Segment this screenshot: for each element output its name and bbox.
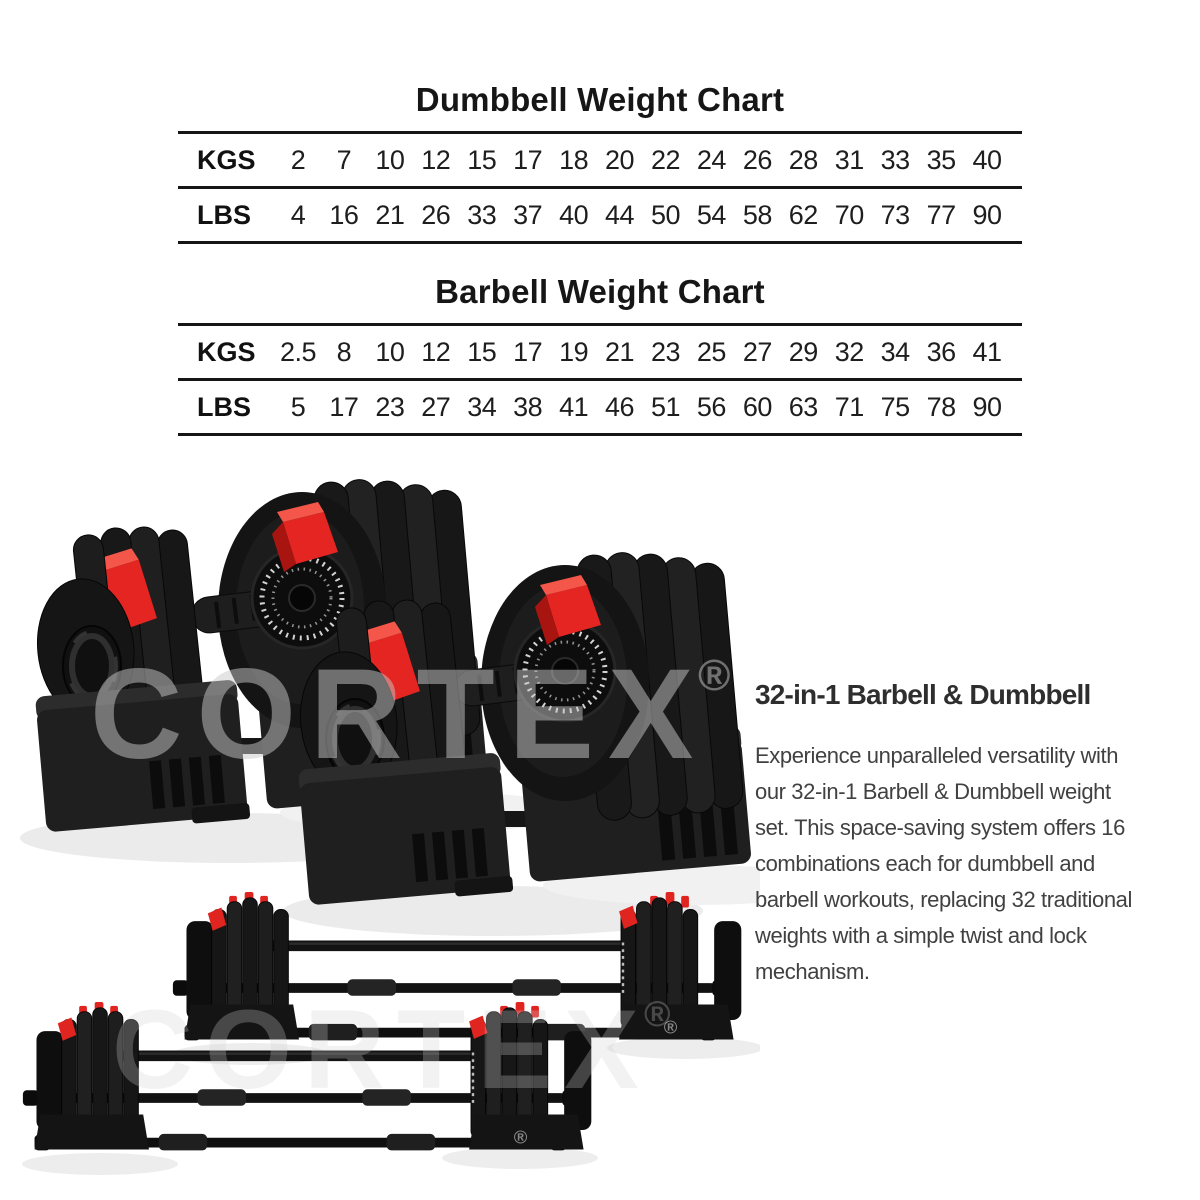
description-line: set. This space-saving system offers 16 xyxy=(755,815,1125,840)
weight-value: 70 xyxy=(834,199,864,230)
registered-mark-icon: ® xyxy=(644,993,671,1034)
table-row-kgs xyxy=(178,326,1022,378)
weight-value: 17 xyxy=(513,144,543,175)
weight-value: 62 xyxy=(788,199,818,230)
barbell-chart-table xyxy=(178,323,1022,436)
weight-value: 4 xyxy=(290,199,306,230)
weight-value: 15 xyxy=(467,144,497,175)
watermark-text: CORTEX xyxy=(112,987,651,1112)
weight-value: 12 xyxy=(421,144,451,175)
weight-value: 5 xyxy=(290,391,306,422)
weight-value: 2 xyxy=(290,144,306,175)
brand-watermark xyxy=(90,643,730,786)
weight-value: 44 xyxy=(605,199,635,230)
product-title: 32-in-1 Barbell & Dumbbell xyxy=(755,679,1091,710)
weight-value: 10 xyxy=(375,144,405,175)
weight-value: 90 xyxy=(972,199,1002,230)
weight-value: 54 xyxy=(696,199,726,230)
product-description-block xyxy=(755,678,1185,990)
watermark-text: CORTEX xyxy=(90,643,708,786)
row-label: LBS xyxy=(197,391,251,422)
weight-value: 28 xyxy=(788,144,818,175)
row-values xyxy=(275,145,1022,176)
weight-value: 21 xyxy=(375,199,405,230)
brand-watermark-secondary xyxy=(112,987,671,1112)
weight-value: 17 xyxy=(513,336,543,367)
weight-value: 33 xyxy=(467,199,497,230)
table-row-kgs xyxy=(178,134,1022,186)
row-values xyxy=(275,200,1022,231)
row-label: KGS xyxy=(197,336,256,367)
description-line: our 32-in-1 Barbell & Dumbbell weight xyxy=(755,779,1111,804)
weight-value: 7 xyxy=(336,144,352,175)
weight-value: 25 xyxy=(696,336,726,367)
weight-value: 58 xyxy=(742,199,772,230)
weight-value: 27 xyxy=(742,336,772,367)
weight-value: 29 xyxy=(788,336,818,367)
weight-value: 34 xyxy=(467,391,497,422)
weight-value: 60 xyxy=(742,391,772,422)
weight-value: 46 xyxy=(605,391,635,422)
dumbbell-chart-title: Dumbbell Weight Chart xyxy=(415,81,785,118)
description-line: mechanism. xyxy=(755,959,870,984)
row-values xyxy=(275,337,1022,368)
weight-value: 63 xyxy=(788,391,818,422)
weight-value: 71 xyxy=(834,391,864,422)
weight-value: 35 xyxy=(926,144,956,175)
weight-value: 17 xyxy=(329,391,359,422)
weight-value: 36 xyxy=(926,336,956,367)
weight-value: 20 xyxy=(605,144,635,175)
weight-value: 16 xyxy=(329,199,359,230)
weight-value: 2.5 xyxy=(279,336,316,367)
dumbbell-chart-table xyxy=(178,131,1022,244)
weight-value: 41 xyxy=(559,391,589,422)
weight-value: 15 xyxy=(467,336,497,367)
weight-value: 50 xyxy=(650,199,680,230)
weight-value: 90 xyxy=(972,391,1002,422)
weight-value: 40 xyxy=(972,144,1002,175)
weight-value: 23 xyxy=(650,336,680,367)
weight-value: 8 xyxy=(336,336,352,367)
weight-value: 18 xyxy=(559,144,589,175)
weight-value: 22 xyxy=(650,144,680,175)
row-label: KGS xyxy=(197,144,256,175)
weight-value: 24 xyxy=(696,144,726,175)
weight-value: 37 xyxy=(513,199,543,230)
weight-value: 23 xyxy=(375,391,405,422)
weight-value: 33 xyxy=(880,144,910,175)
weight-value: 56 xyxy=(696,391,726,422)
weight-value: 40 xyxy=(559,199,589,230)
product-photo: ® CORTEX ® CORTEX ® xyxy=(0,440,760,1200)
row-values xyxy=(275,392,1022,423)
weight-value: 77 xyxy=(926,199,956,230)
weight-value: 19 xyxy=(559,336,589,367)
weight-value: 26 xyxy=(421,199,451,230)
row-label: LBS xyxy=(197,199,251,230)
weight-value: 27 xyxy=(421,391,451,422)
dumbbell-weight-chart xyxy=(178,80,1022,244)
registered-mark-icon: ® xyxy=(698,651,731,700)
description-line: weights with a simple twist and lock xyxy=(755,923,1087,948)
weight-value: 51 xyxy=(650,391,680,422)
description-line: combinations each for dumbbell and xyxy=(755,851,1095,876)
weight-value: 41 xyxy=(972,336,1002,367)
weight-value: 21 xyxy=(605,336,635,367)
weight-value: 10 xyxy=(375,336,405,367)
table-row-lbs xyxy=(178,378,1022,433)
weight-value: 32 xyxy=(834,336,864,367)
description-line: Experience unparalleled versatility with xyxy=(755,743,1119,768)
weight-value: 75 xyxy=(880,391,910,422)
weight-value: 73 xyxy=(880,199,910,230)
weight-value: 34 xyxy=(880,336,910,367)
weight-value: 31 xyxy=(834,144,864,175)
barbell-chart-title: Barbell Weight Chart xyxy=(435,273,765,310)
barbell-weight-chart xyxy=(178,272,1022,436)
table-row-lbs xyxy=(178,186,1022,241)
weight-value: 78 xyxy=(926,391,956,422)
weight-value: 26 xyxy=(742,144,772,175)
weight-value: 38 xyxy=(513,391,543,422)
weight-value: 12 xyxy=(421,336,451,367)
description-line: barbell workouts, replacing 32 traditional xyxy=(755,887,1132,912)
